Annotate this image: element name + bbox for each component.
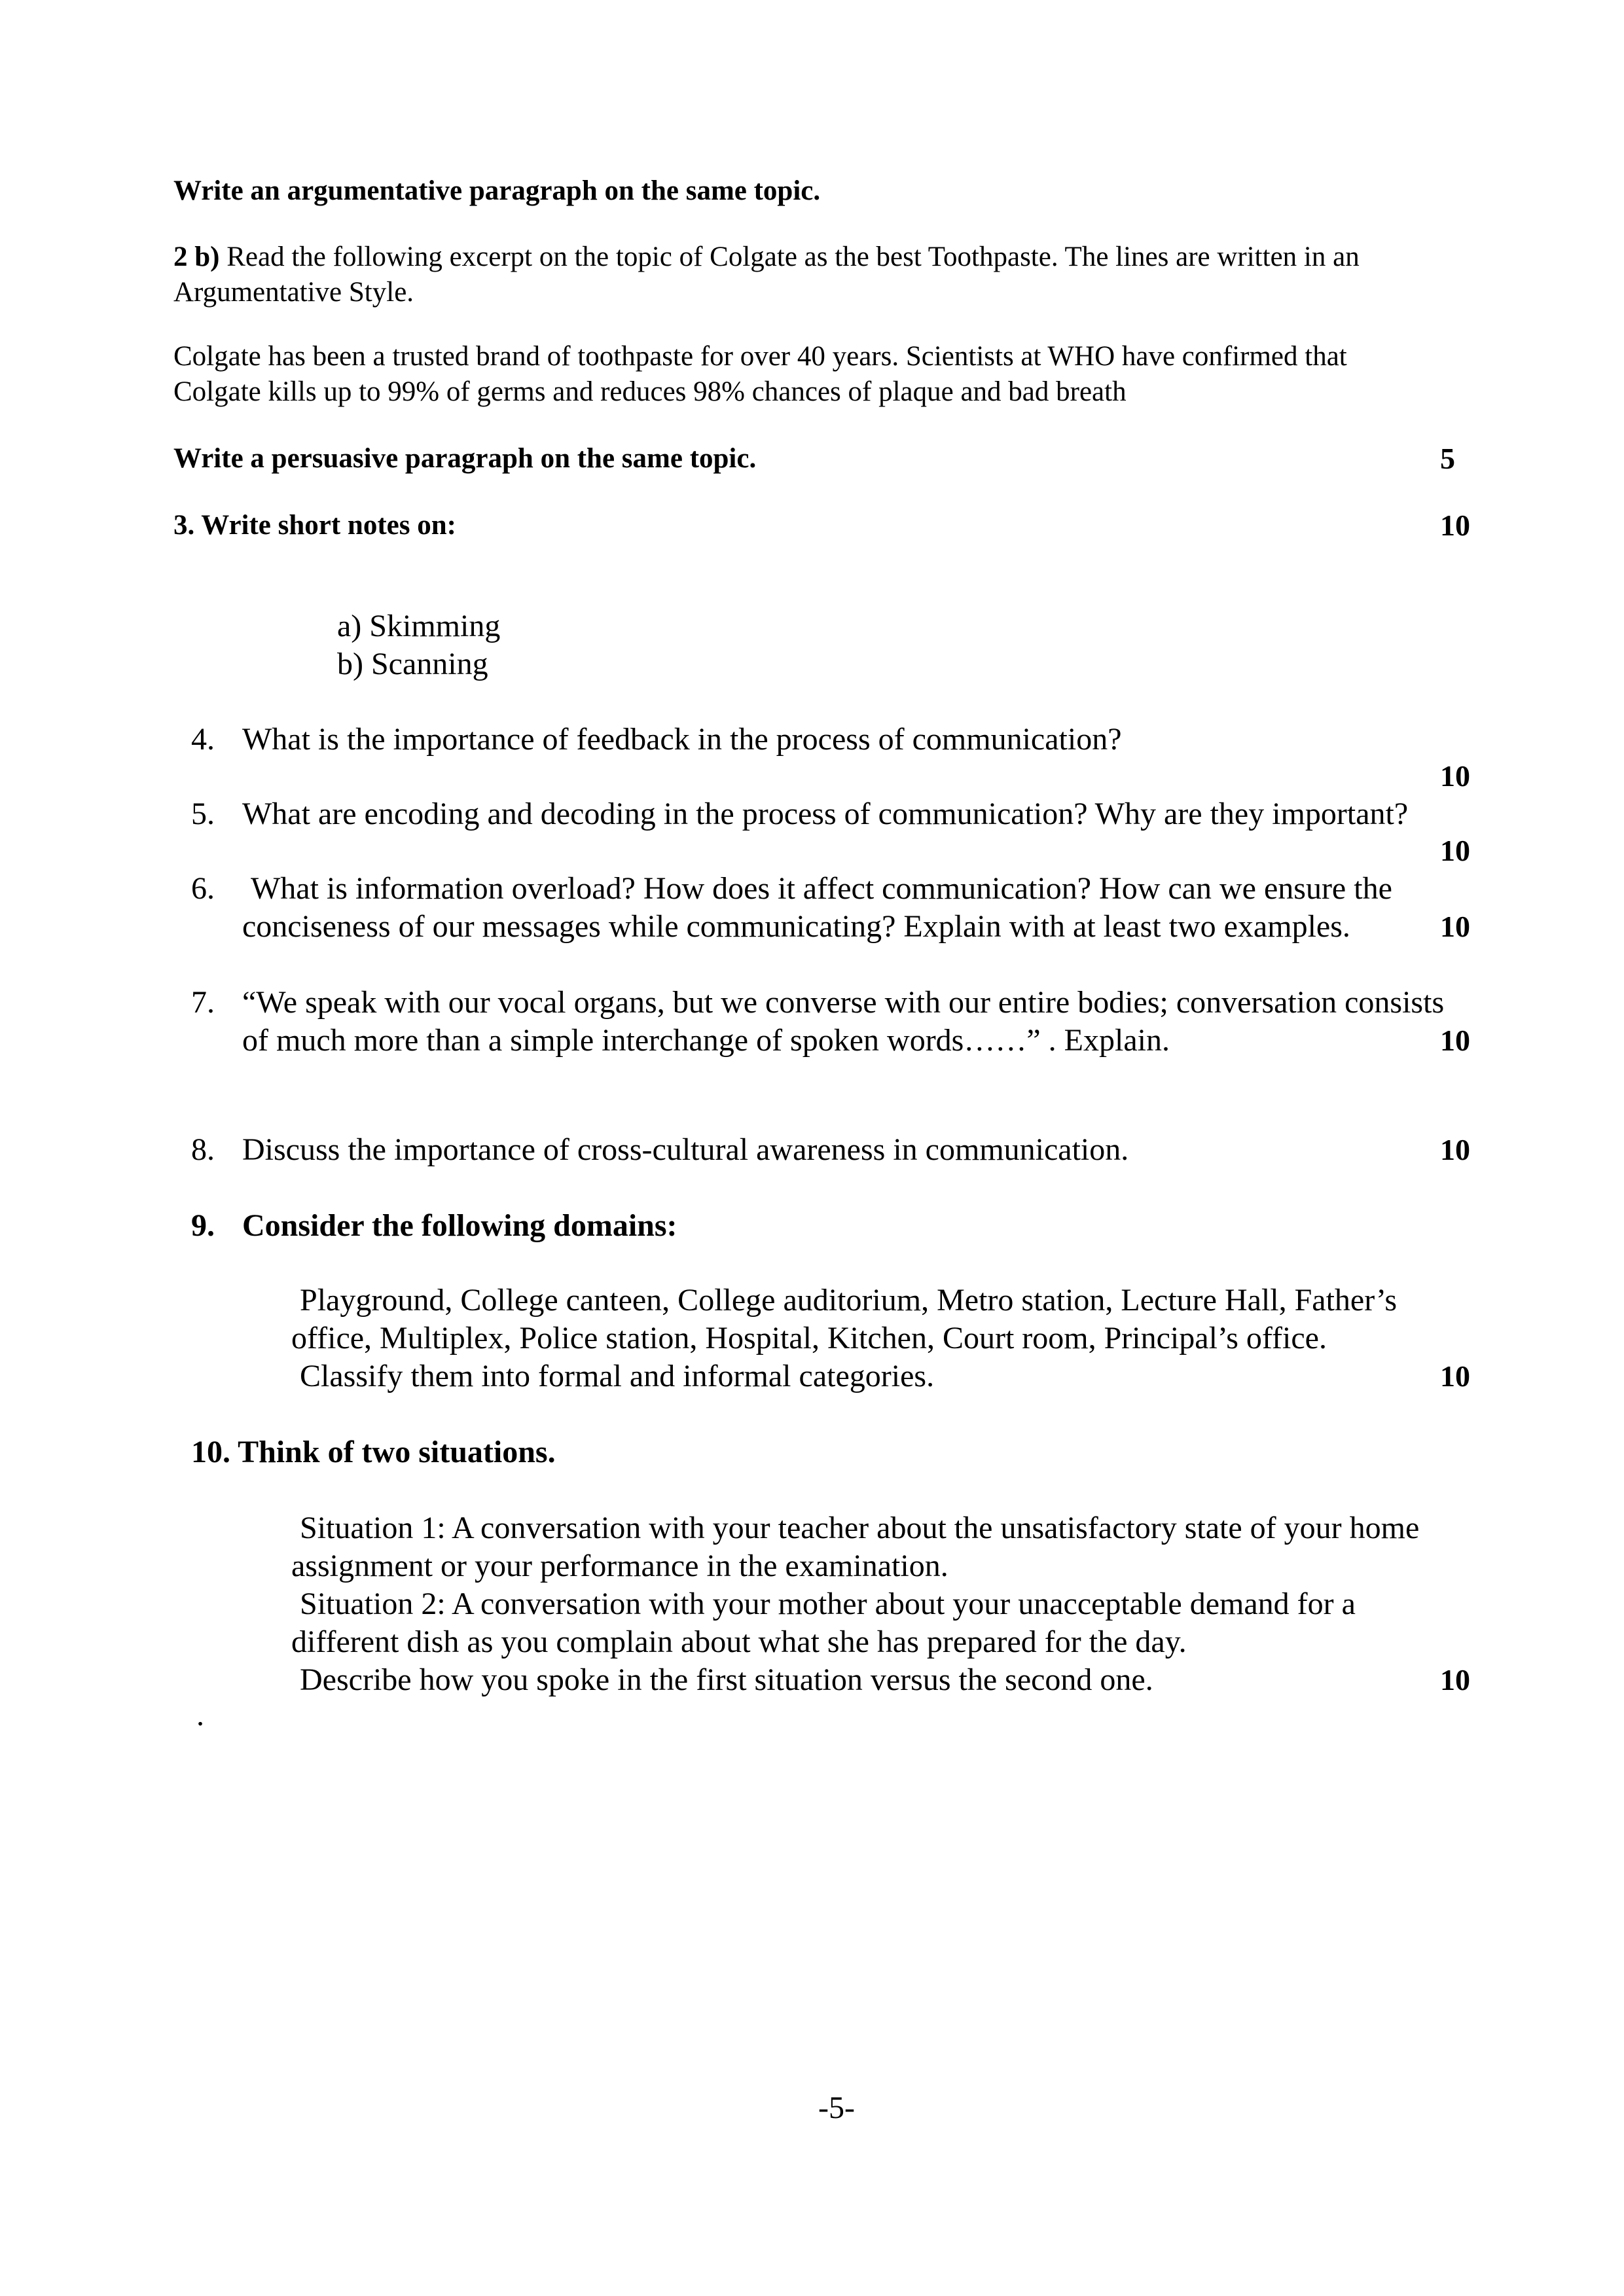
question-9-line-1: Playground, College canteen, College auditorium, Metro station, Lecture Hall, Father’s xyxy=(300,1283,1398,1318)
question-3-item-a: a) Skimming xyxy=(337,609,501,643)
question-2b-text: Read the following excerpt on the topic of Colgate as the best Toothpaste. The lines are written in an xyxy=(226,242,1360,272)
question-6-marks: 10 xyxy=(1440,910,1470,943)
excerpt-line-2: Colgate kills up to 99% of germs and reduces 98% chances of plaque and bad breath xyxy=(173,376,1127,407)
question-3-heading: 3. Write short notes on: xyxy=(173,510,456,541)
question-10-line-4: different dish as you complain about what she has prepared for the day. xyxy=(291,1624,1187,1659)
question-2b-label: 2 b) xyxy=(173,242,220,272)
question-8-text: Discuss the importance of cross-cultural awareness in communication. xyxy=(242,1132,1129,1167)
question-4-text: What is the importance of feedback in the process of communication? xyxy=(242,722,1122,757)
question-9-heading: Consider the following domains: xyxy=(242,1208,677,1243)
question-4-number: 4. xyxy=(191,722,215,757)
page-number: -5- xyxy=(818,2090,855,2125)
question-7-line-1: “We speak with our vocal organs, but we converse with our entire bodies; conversation consists xyxy=(242,985,1445,1020)
question-7-number: 7. xyxy=(191,985,215,1020)
question-9-line-3: Classify them into formal and informal categories. xyxy=(300,1359,935,1393)
question-9-line-2: office, Multiplex, Police station, Hospital, Kitchen, Court room, Principal’s office. xyxy=(291,1321,1327,1355)
question-3-item-b: b) Scanning xyxy=(337,647,488,681)
persuasive-marks: 5 xyxy=(1440,442,1455,475)
question-8-number: 8. xyxy=(191,1132,215,1167)
question-10-line-2: assignment or your performance in the examination. xyxy=(291,1549,948,1583)
question-10-marks: 10 xyxy=(1440,1663,1470,1696)
question-5-text: What are encoding and decoding in the process of communication? Why are they important? xyxy=(242,797,1409,831)
question-4-marks: 10 xyxy=(1440,759,1470,793)
question-10-heading: 10. Think of two situations. xyxy=(191,1435,556,1469)
question-3-marks: 10 xyxy=(1440,509,1470,542)
question-6-line-1: What is information overload? How does it affect communication? How can we ensure the xyxy=(251,871,1392,906)
stray-dot: . xyxy=(196,1698,204,1732)
question-7-line-2: of much more than a simple interchange of spoken words……” . Explain. xyxy=(242,1023,1170,1058)
question-2b-line-1 xyxy=(173,240,1360,275)
question-5-number: 5. xyxy=(191,797,215,831)
persuasive-instruction: Write a persuasive paragraph on the same topic. xyxy=(173,443,757,474)
question-2b-line-2: Argumentative Style. xyxy=(173,277,414,308)
question-9-marks: 10 xyxy=(1440,1359,1470,1393)
question-5-marks: 10 xyxy=(1440,834,1470,867)
question-9-number: 9. xyxy=(191,1208,215,1243)
question-6-number: 6. xyxy=(191,871,215,906)
question-8-marks: 10 xyxy=(1440,1133,1470,1166)
question-7-marks: 10 xyxy=(1440,1024,1470,1057)
question-10-line-1: Situation 1: A conversation with your teacher about the unsatisfactory state of your home xyxy=(300,1511,1420,1545)
argumentative-instruction: Write an argumentative paragraph on the same topic. xyxy=(173,175,821,206)
question-10-line-3: Situation 2: A conversation with your mother about your unacceptable demand for a xyxy=(300,1587,1356,1621)
excerpt-line-1: Colgate has been a trusted brand of toothpaste for over 40 years. Scientists at WHO have confirmed that xyxy=(173,341,1347,372)
question-10-line-5: Describe how you spoke in the first situation versus the second one. xyxy=(300,1662,1153,1697)
question-6-line-2: conciseness of our messages while communicating? Explain with at least two examples. xyxy=(242,909,1350,944)
